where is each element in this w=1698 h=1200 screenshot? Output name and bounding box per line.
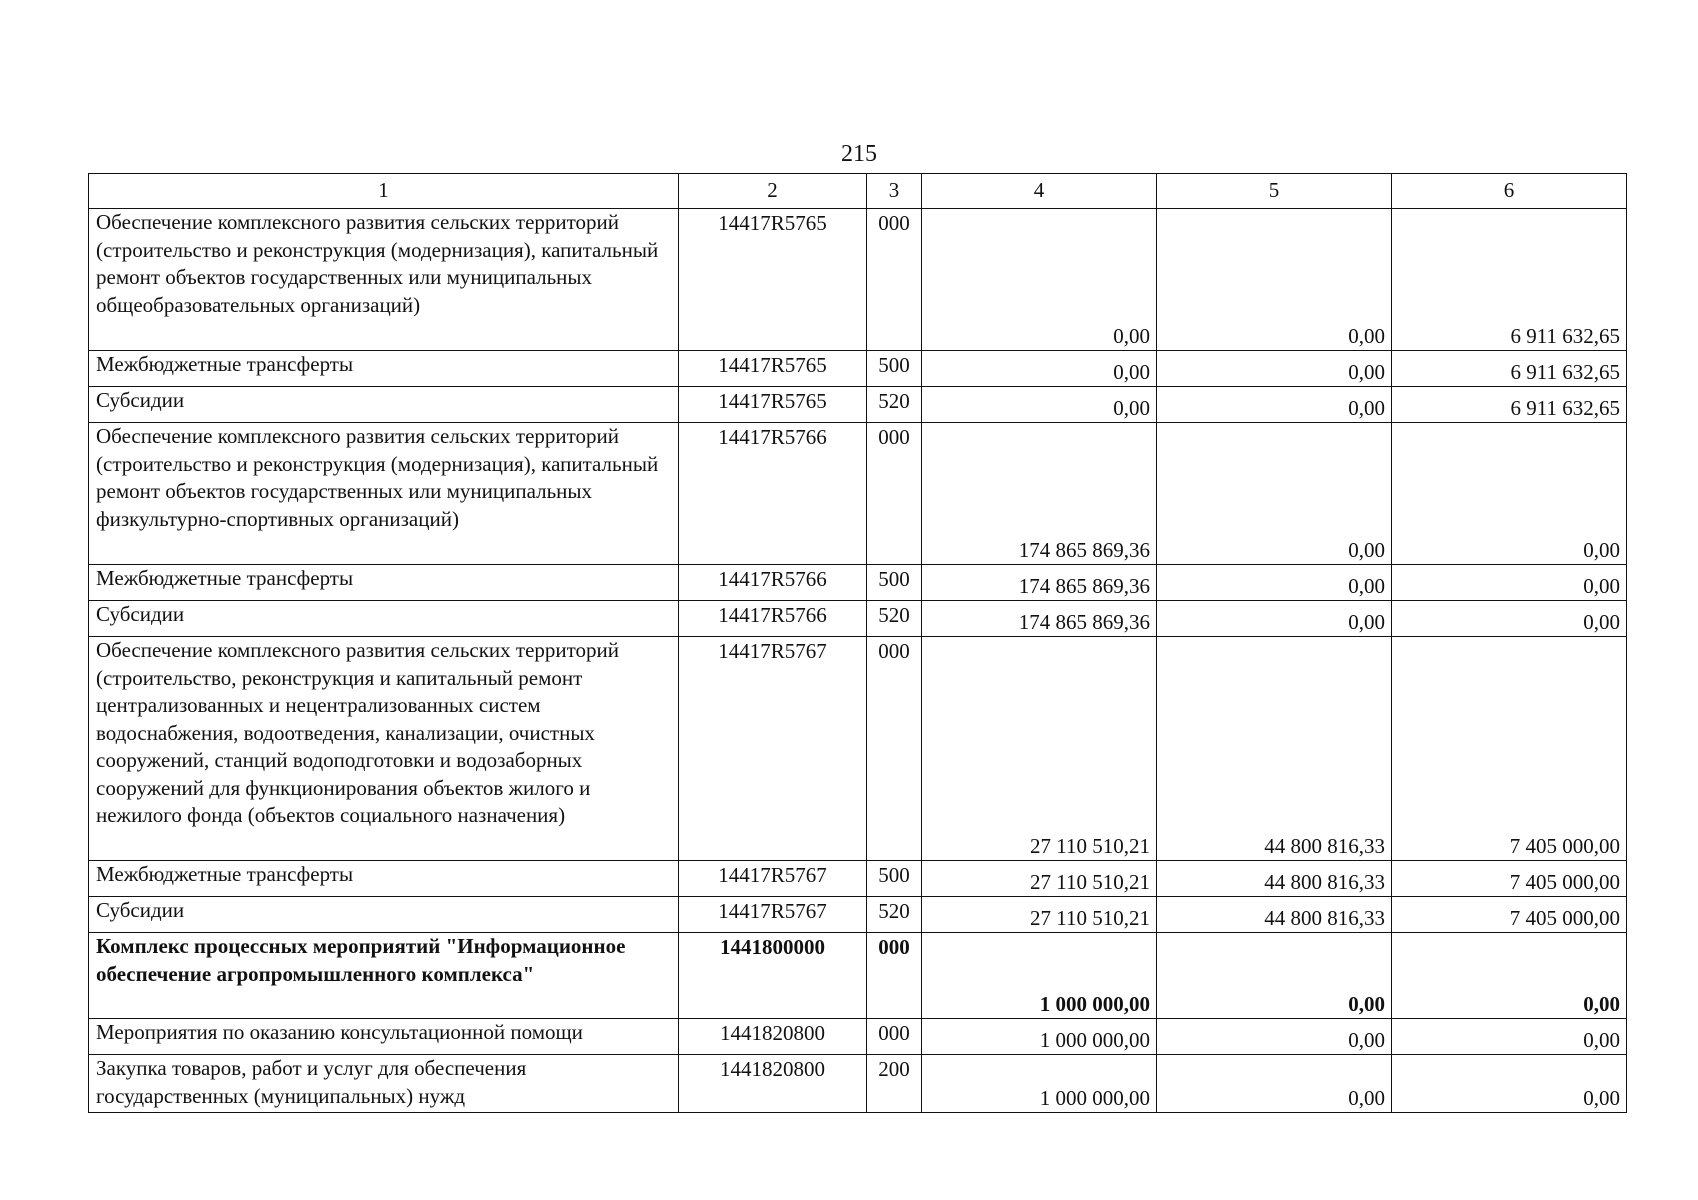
row-value-6: 7 405 000,00 <box>1392 637 1627 861</box>
row-value-5: 0,00 <box>1157 601 1392 637</box>
row-value-5: 0,00 <box>1157 565 1392 601</box>
row-name: Межбюджетные трансферты <box>89 565 679 601</box>
column-header: 1 <box>89 174 679 209</box>
row-value-6: 6 911 632,65 <box>1392 387 1627 423</box>
row-code: 1441800000 <box>679 933 867 1019</box>
row-value-5: 0,00 <box>1157 933 1392 1019</box>
row-value-5: 0,00 <box>1157 1019 1392 1055</box>
table-row <box>89 637 1627 861</box>
row-name: Межбюджетные трансферты <box>89 861 679 897</box>
row-value-6: 0,00 <box>1392 1055 1627 1113</box>
row-value-5: 0,00 <box>1157 209 1392 351</box>
row-value-4: 0,00 <box>922 209 1157 351</box>
table-row <box>89 423 1627 565</box>
row-value-5: 44 800 816,33 <box>1157 897 1392 933</box>
row-code: 14417R5767 <box>679 897 867 933</box>
row-code: 14417R5767 <box>679 637 867 861</box>
row-type: 500 <box>867 351 922 387</box>
row-name: Комплекс процессных мероприятий "Информационное обеспечение агропромышленного комплекса" <box>89 933 679 1019</box>
row-type: 520 <box>867 387 922 423</box>
row-value-6: 7 405 000,00 <box>1392 897 1627 933</box>
row-value-4: 1 000 000,00 <box>922 1055 1157 1113</box>
row-type: 000 <box>867 209 922 351</box>
row-value-4: 27 110 510,21 <box>922 897 1157 933</box>
column-header: 4 <box>922 174 1157 209</box>
budget-table <box>88 173 1627 1113</box>
row-type: 500 <box>867 565 922 601</box>
row-value-4: 27 110 510,21 <box>922 861 1157 897</box>
table-row <box>89 1019 1627 1055</box>
row-code: 14417R5766 <box>679 423 867 565</box>
table-row <box>89 351 1627 387</box>
table-row <box>89 209 1627 351</box>
column-header: 6 <box>1392 174 1627 209</box>
row-value-6: 6 911 632,65 <box>1392 209 1627 351</box>
row-value-6: 0,00 <box>1392 565 1627 601</box>
row-name: Обеспечение комплексного развития сельских территорий (строительство и реконструкция (модернизация), капитальный ремонт объектов государственных или муниципальных общеобразовательных организаций) <box>89 209 679 351</box>
row-code: 14417R5765 <box>679 387 867 423</box>
row-type: 200 <box>867 1055 922 1113</box>
row-code: 1441820800 <box>679 1019 867 1055</box>
table-row <box>89 1055 1627 1113</box>
table-row <box>89 601 1627 637</box>
row-code: 14417R5767 <box>679 861 867 897</box>
row-type: 500 <box>867 861 922 897</box>
row-type: 520 <box>867 601 922 637</box>
row-name: Субсидии <box>89 897 679 933</box>
row-code: 14417R5765 <box>679 209 867 351</box>
row-name: Мероприятия по оказанию консультационной помощи <box>89 1019 679 1055</box>
row-value-4: 174 865 869,36 <box>922 565 1157 601</box>
column-header: 5 <box>1157 174 1392 209</box>
table-row <box>89 387 1627 423</box>
table-row-section <box>89 933 1627 1019</box>
row-type: 000 <box>867 637 922 861</box>
row-code: 1441820800 <box>679 1055 867 1113</box>
row-value-4: 174 865 869,36 <box>922 423 1157 565</box>
row-value-5: 0,00 <box>1157 387 1392 423</box>
row-value-6: 7 405 000,00 <box>1392 861 1627 897</box>
row-name: Обеспечение комплексного развития сельских территорий (строительство и реконструкция (модернизация), капитальный ремонт объектов государственных или муниципальных физкультурно-спортивных организаций) <box>89 423 679 565</box>
row-code: 14417R5766 <box>679 565 867 601</box>
row-value-5: 44 800 816,33 <box>1157 637 1392 861</box>
row-code: 14417R5766 <box>679 601 867 637</box>
row-value-5: 0,00 <box>1157 351 1392 387</box>
row-value-6: 6 911 632,65 <box>1392 351 1627 387</box>
row-value-6: 0,00 <box>1392 1019 1627 1055</box>
row-type: 000 <box>867 1019 922 1055</box>
page-number: 215 <box>841 141 877 167</box>
row-type: 000 <box>867 933 922 1019</box>
row-name: Межбюджетные трансферты <box>89 351 679 387</box>
row-type: 520 <box>867 897 922 933</box>
row-type: 000 <box>867 423 922 565</box>
column-header: 3 <box>867 174 922 209</box>
header-row <box>89 174 1627 209</box>
row-value-4: 0,00 <box>922 387 1157 423</box>
column-header: 2 <box>679 174 867 209</box>
row-name: Обеспечение комплексного развития сельских территорий (строительство, реконструкция и капитальный ремонт централизованных и нецентрализованных систем водоснабжения, водоотведения, канализации, очистных сооружений, станций водоподготовки и водозаборных сооружений для функционирования объектов жилого и нежилого фонда (объектов социального назначения) <box>89 637 679 861</box>
table-row <box>89 861 1627 897</box>
row-value-4: 1 000 000,00 <box>922 933 1157 1019</box>
row-name: Субсидии <box>89 387 679 423</box>
row-value-5: 0,00 <box>1157 423 1392 565</box>
row-name: Субсидии <box>89 601 679 637</box>
table-row <box>89 897 1627 933</box>
row-value-6: 0,00 <box>1392 933 1627 1019</box>
table-row <box>89 565 1627 601</box>
row-value-4: 0,00 <box>922 351 1157 387</box>
row-value-4: 1 000 000,00 <box>922 1019 1157 1055</box>
row-value-5: 0,00 <box>1157 1055 1392 1113</box>
row-value-5: 44 800 816,33 <box>1157 861 1392 897</box>
row-value-6: 0,00 <box>1392 423 1627 565</box>
row-name: Закупка товаров, работ и услуг для обеспечения государственных (муниципальных) нужд <box>89 1055 679 1113</box>
row-value-4: 174 865 869,36 <box>922 601 1157 637</box>
row-value-4: 27 110 510,21 <box>922 637 1157 861</box>
row-code: 14417R5765 <box>679 351 867 387</box>
row-value-6: 0,00 <box>1392 601 1627 637</box>
